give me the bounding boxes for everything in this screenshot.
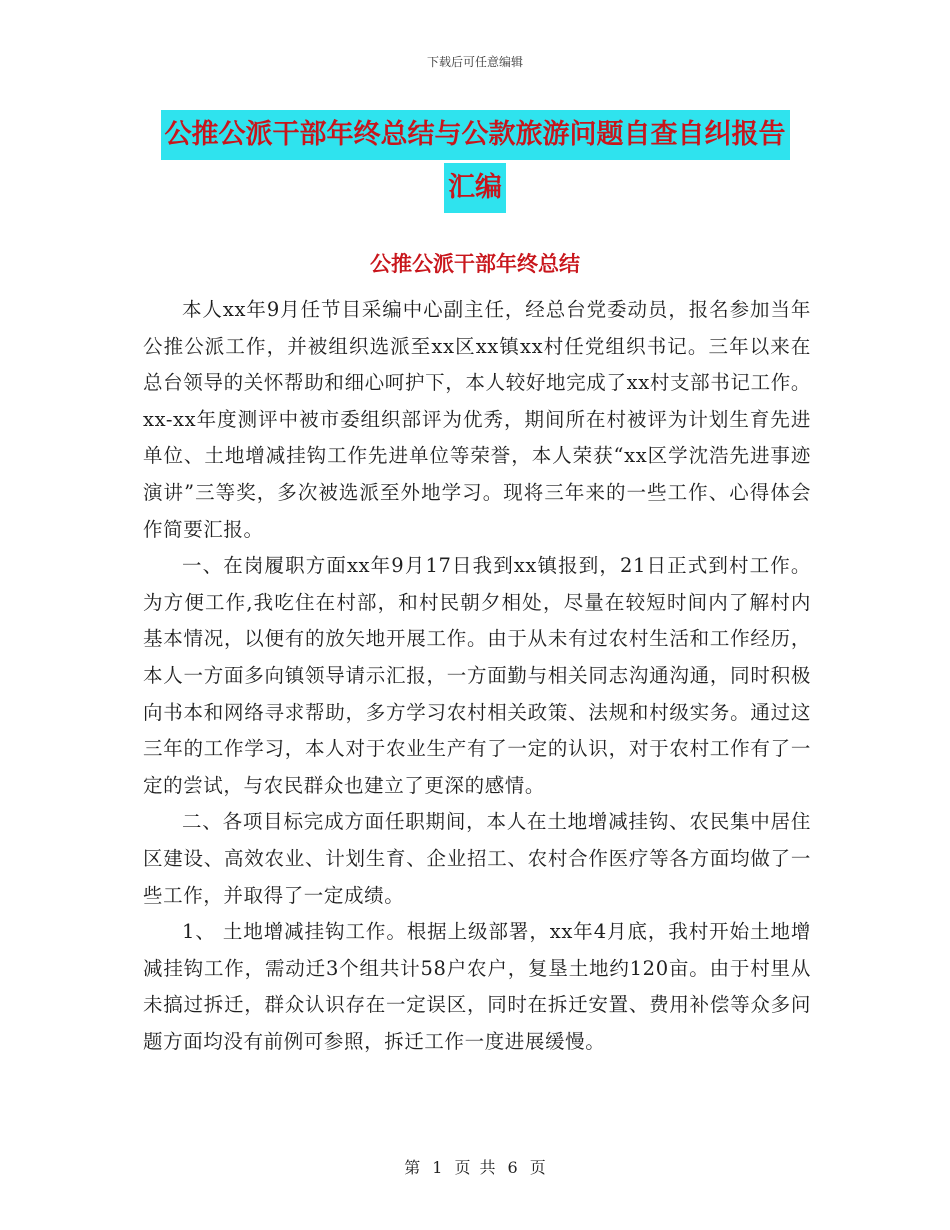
header-note: 下载后可任意编辑 xyxy=(426,55,523,69)
page-footer xyxy=(0,1155,950,1178)
footer-prefix: 第 xyxy=(404,1158,421,1177)
title-line-2: 汇编 xyxy=(444,163,506,213)
document-title xyxy=(140,110,810,214)
paragraph-duty: 一、在岗履职方面xx年9月17日我到xx镇报到，21日正式到村工作。为方便工作,我吃住在村部，和村民朝夕相处，尽量在较短时间内了解村内基本情况，以便有的放矢地开展工作。由于从未有过农村生活和工作经历，本人一方面多向镇领导请示汇报，一方面勤与相关同志沟通沟通，同时积极向书本和网络寻求帮助，多方学习农村相关政策、法规和村级实务。通过这三年的工作学习，本人对于农业生产有了一定的认识，对于农村工作有了一定的尝试，与农民群众也建立了更深的感情。 xyxy=(143,554,811,797)
paragraph-land: 1、 土地增减挂钩工作。根据上级部署，xx年4月底，我村开始土地增减挂钩工作，需动迁3个组共计58户农户，复垦土地约120亩。由于村里从未搞过拆迁，群众认识存在一定误区，同时在拆迁安置、费用补偿等众多问题方面均没有前例可参照，拆迁工作一度进展缓慢。 xyxy=(143,920,811,1053)
title-line-1: 公推公派干部年终总结与公款旅游问题自查自纠报告 xyxy=(161,110,790,160)
paragraph-goals: 二、各项目标完成方面任职期间，本人在土地增减挂钩、农民集中居住区建设、高效农业、计划生育、企业招工、农村合作医疗等各方面均做了一些工作，并取得了一定成绩。 xyxy=(143,810,811,907)
footer-current-page: 1 xyxy=(432,1158,443,1177)
footer-suffix: 页 xyxy=(529,1158,546,1177)
paragraph-intro: 本人xx年9月任节目采编中心副主任，经总台党委动员，报名参加当年公推公派工作，并被组织选派至xx区xx镇xx村任党组织书记。三年以来在总台领导的关怀帮助和细心呵护下，本人较好地完成了xx村支部书记工作。xx-xx年度测评中被市委组织部评为优秀，期间所在村被评为计划生育先进单位、土地增减挂钩工作先进单位等荣誉，本人荣获“xx区学沈浩先进事迹演讲”三等奖，多次被选派至外地学习。现将三年来的一些工作、心得体会作简要汇报。 xyxy=(143,298,811,541)
footer-total-pages: 6 xyxy=(507,1158,518,1177)
section-heading: 公推公派干部年终总结 xyxy=(370,252,580,276)
body-text xyxy=(143,292,811,1060)
footer-mid: 页 共 xyxy=(454,1158,496,1177)
